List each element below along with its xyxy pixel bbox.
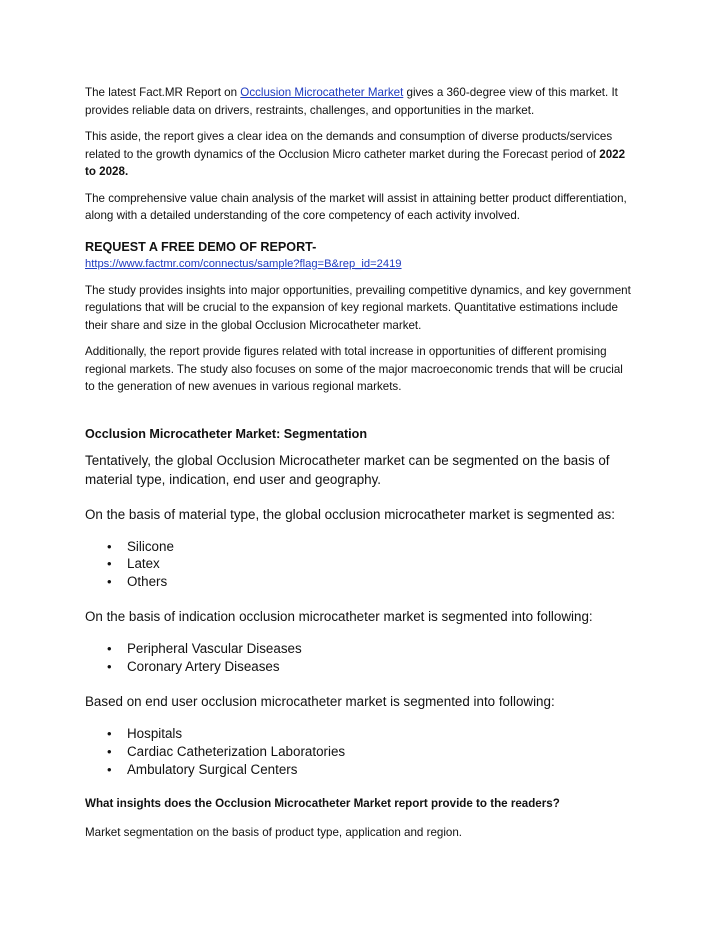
- enduser-list: [85, 725, 634, 778]
- study-paragraph-2: Additionally, the report provide figures related with total increase in opportunities of different promising regional markets. The study also focuses on some of the major macroeconomic trends that will be crucial to the generation of new avenues in various regional markets.: [85, 345, 623, 393]
- intro-paragraph-3: The comprehensive value chain analysis of the market will assist in attaining better product differentiation, along with a detailed understanding of the core competency of each activity involved.: [85, 191, 627, 222]
- bullet-icon: •: [107, 556, 112, 572]
- list-item: [107, 743, 634, 761]
- bullet-icon: •: [107, 761, 112, 777]
- segmentation-intro: Tentatively, the global Occlusion Microcatheter market can be segmented on the basis of material type, indication, end user and geography.: [85, 452, 610, 487]
- list-item-label: Silicone: [127, 538, 174, 554]
- list-item-label: Ambulatory Surgical Centers: [127, 761, 298, 777]
- intro-paragraph-1: [85, 84, 634, 119]
- list-item-label: Others: [127, 573, 168, 589]
- indication-list: [85, 640, 634, 675]
- segmentation-title: Occlusion Microcatheter Market: Segmentation: [85, 426, 368, 441]
- list-item-label: Latex: [127, 556, 160, 572]
- list-item: [107, 658, 634, 676]
- bullet-icon: •: [107, 726, 112, 742]
- list-item-label: Hospitals: [127, 726, 183, 742]
- insights-answer: Market segmentation on the basis of product type, application and region.: [85, 826, 463, 840]
- forecast-period: 2022 to 2028.: [85, 147, 626, 178]
- bullet-icon: •: [107, 744, 112, 760]
- forecast-text: This aside, the report gives a clear idea on the demands and consumption of diverse products/services related to the growth dynamics of the Occlusion Micro catheter market during the Forecast period of: [85, 130, 613, 161]
- demo-report-link[interactable]: https://www.factmr.com/connectus/sample?flag=B&rep_id=2419: [85, 257, 402, 270]
- list-item: [107, 640, 634, 658]
- list-item: [107, 538, 634, 556]
- intro-text: The latest Fact.MR Report on: [85, 86, 241, 99]
- list-item: [107, 573, 634, 591]
- enduser-lead: Based on end user occlusion microcatheter market is segmented into following:: [85, 694, 555, 710]
- material-list: [85, 538, 634, 591]
- bullet-icon: •: [107, 538, 112, 554]
- list-item: [107, 555, 634, 573]
- demo-heading: REQUEST A FREE DEMO OF REPORT-: [85, 239, 317, 254]
- material-lead: On the basis of material type, the global occlusion microcatheter market is segmented as:: [85, 506, 615, 522]
- list-item-label: Cardiac Catheterization Laboratories: [127, 744, 346, 760]
- bullet-icon: •: [107, 641, 112, 657]
- list-item-label: Peripheral Vascular Diseases: [127, 641, 302, 657]
- indication-lead: On the basis of indication occlusion microcatheter market is segmented into following:: [85, 609, 593, 625]
- intro-text-continued: gives a 360-degree view of this market. It provides reliable data on drivers, restraints, challenges, and opportunities in the market.: [85, 86, 618, 117]
- bullet-icon: •: [107, 573, 112, 589]
- study-paragraph-1: The study provides insights into major opportunities, prevailing competitive dynamics, and key government regulations that will be crucial to the expansion of key regional markets. Quantitative estimations include their share and size in the global Occlusion Microcatheter market.: [85, 283, 631, 332]
- list-item-label: Coronary Artery Diseases: [127, 658, 280, 674]
- bullet-icon: •: [107, 658, 112, 674]
- occlusion-market-link[interactable]: Occlusion Microcatheter Market: [240, 86, 404, 99]
- insights-question: What insights does the Occlusion Microcatheter Market report provide to the readers?: [85, 797, 560, 811]
- list-item: [107, 761, 634, 779]
- list-item: [107, 725, 634, 743]
- intro-paragraph-2: [85, 128, 634, 181]
